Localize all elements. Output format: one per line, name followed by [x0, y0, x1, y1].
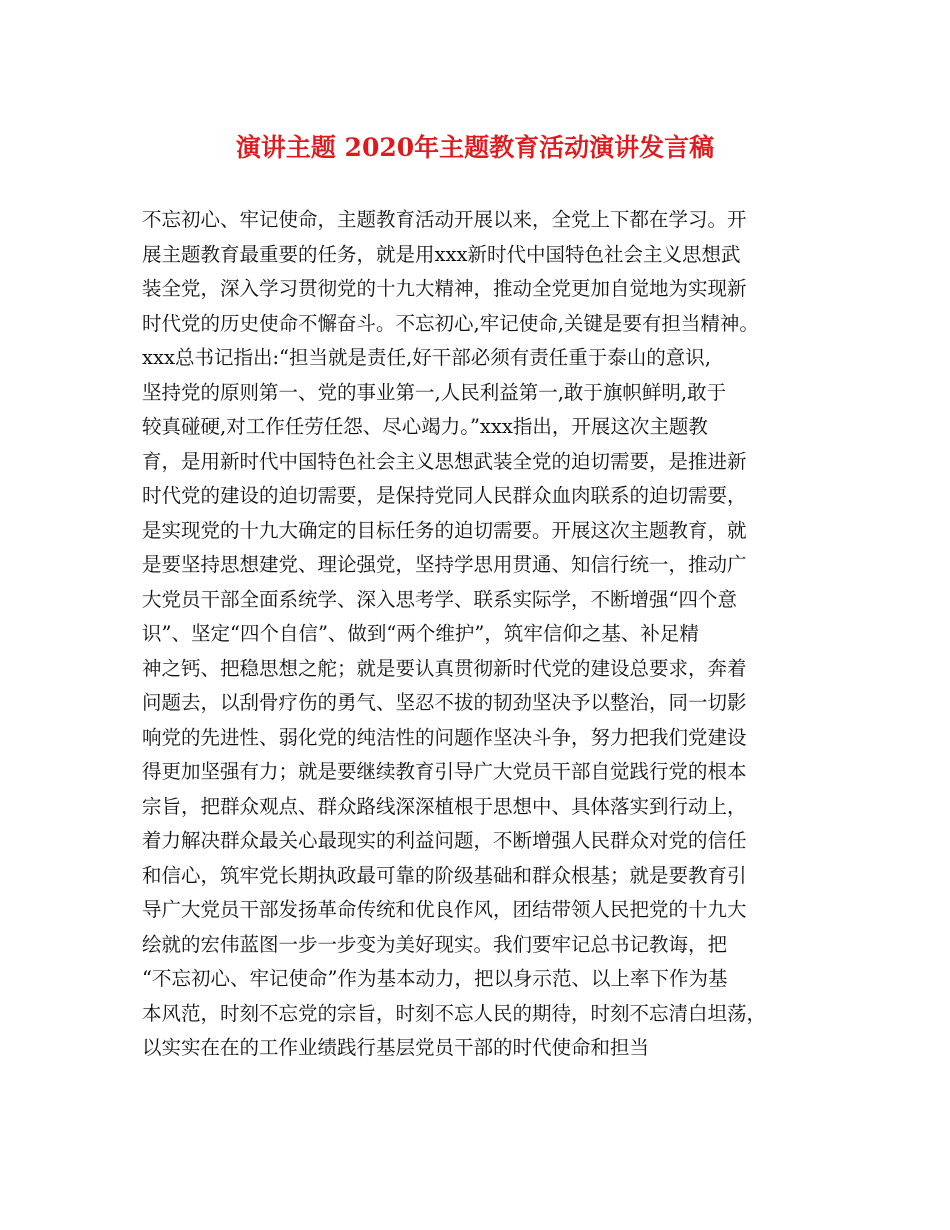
body-line: 神之钙、把稳思想之舵；就是要认真贯彻新时代党的建设总要求，奔着: [142, 656, 747, 680]
body-line: 较真碰硬,对工作任劳任怨、尽心竭力。”xxx指出，开展这次主题教: [142, 415, 708, 438]
body-line: 得更加坚强有力；就是要继续教育引导广大党员干部自觉践行党的根本: [142, 760, 747, 783]
body-line: 不忘初心、牢记使命，主题教育活动开展以来，全党上下都在学习。开: [142, 208, 747, 231]
body-line: 育，是用新时代中国特色社会主义思想武装全党的迫切需要，是推进新: [142, 449, 747, 473]
body-line: “不忘初心、牢记使命”作为基本动力，把以身示范、以上率下作为基: [142, 967, 728, 990]
body-line: 问题去，以刮骨疗伤的勇气、坚忍不拔的韧劲坚决予以整治，同一切影: [142, 691, 747, 714]
body-line: 装全党，深入学习贯彻党的十九大精神，推动全党更加自觉地为实现新: [142, 277, 747, 300]
body-line: 以实实在在的工作业绩践行基层党员干部的时代使命和担当: [142, 1036, 650, 1059]
body-line: 是要坚持思想建党、理论强党，坚持学思用贯通、知信行统一，推动广: [142, 553, 747, 576]
body-line: 坚持党的原则第一、党的事业第一,人民利益第一,敢于旗帜鲜明,敢于: [142, 380, 727, 404]
body-line: 大党员干部全面系统学、深入思考学、联系实际学，不断增强“四个意: [142, 587, 737, 611]
body-line: 和信心，筑牢党长期执政最可靠的阶级基础和群众根基；就是要教育引: [142, 863, 747, 887]
body-line: 本风范，时刻不忘党的宗旨，时刻不忘人民的期待，时刻不忘清白坦荡，: [142, 1001, 767, 1025]
body-line: 宗旨，把群众观点、群众路线深深植根于思想中、具体落实到行动上，: [142, 794, 747, 818]
body-line: 展主题教育最重要的任务，就是用xxx新时代中国特色社会主义思想武: [142, 242, 741, 266]
body-line: 时代党的历史使命不懈奋斗。不忘初心,牢记使命,关键是要有担当精神。: [142, 311, 759, 335]
document-body: [142, 203, 822, 1066]
body-line: 绘就的宏伟蓝图一步一步变为美好现实。我们要牢记总书记教诲，把: [142, 932, 728, 956]
body-line: 是实现党的十九大确定的目标任务的迫切需要。开展这次主题教育，就: [142, 518, 747, 542]
body-line: xxx总书记指出:“担当就是责任,好干部必须有责任重于泰山的意识,: [142, 346, 711, 369]
body-line: 导广大党员干部发扬革命传统和优良作风，团结带领人民把党的十九大: [142, 898, 747, 921]
document-title: 演讲主题 2020年主题教育活动演讲发言稿: [235, 133, 715, 162]
body-line: 时代党的建设的迫切需要，是保持党同人民群众血肉联系的迫切需要，: [142, 484, 747, 507]
body-line: 响党的先进性、弱化党的纯洁性的问题作坚决斗争，努力把我们党建设: [142, 725, 747, 749]
body-line: 识”、坚定“四个自信”、做到“两个维护”，筑牢信仰之基、补足精: [142, 622, 699, 645]
body-line: 着力解决群众最关心最现实的利益问题，不断增强人民群众对党的信任: [142, 829, 747, 852]
